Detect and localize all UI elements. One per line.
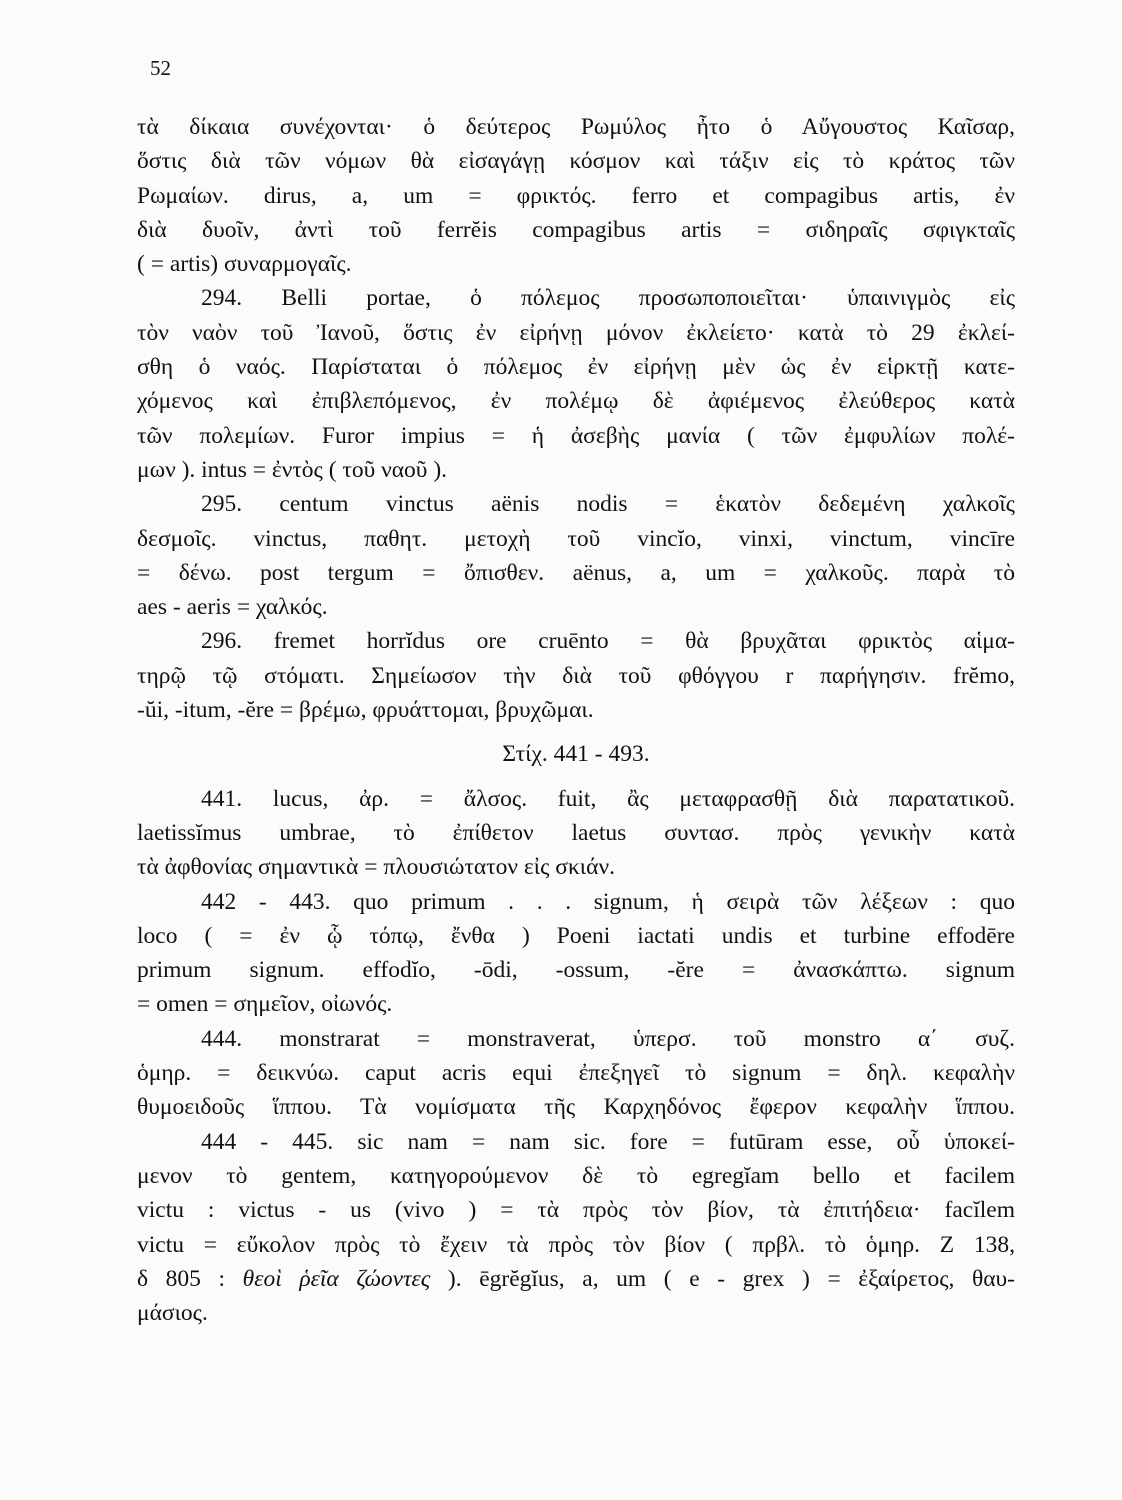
text-line: τῶν πολεμίων. Furor impius = ἡ ἀσεβὴς μανία ( τῶν ἐμφυλίων πολέ- — [137, 422, 1015, 449]
text-line-444-445: 444 - 445. sic nam = nam sic. fore = futūram esse, οὗ ὑποκεί- — [201, 1128, 1015, 1155]
text-line: aes - aeris = χαλκός. — [137, 594, 328, 621]
text-line: διὰ δυοῖν, ἀντὶ τοῦ ferrĕis compagibus artis = σιδηραῖς σφιγκταῖς — [137, 216, 1015, 243]
text-line: loco ( = ἐν ᾧ τόπῳ, ἔνθα ) Poeni iactati undis et turbine effodēre — [137, 922, 1015, 949]
text-line: ὁμηρ. = δεικνύω. caput acris equi ἐπεξηγεῖ τὸ signum = δηλ. κεφαλὴν — [137, 1060, 1015, 1087]
text-line — [137, 1262, 1015, 1296]
commentary-text — [137, 110, 1015, 1330]
text-line: -ŭi, -itum, -ĕre = βρέμω, φρυάττομαι, βρυχῶμαι. — [137, 697, 594, 724]
text-line-295: 295. centum vinctus aënis nodis = ἑκατὸν δεδεμένη χαλκοῖς — [201, 491, 1015, 518]
text-line: θυμοειδοῦς ἵππου. Τὰ νομίσματα τῆς Καρχηδόνος ἔφερον κεφαλὴν ἵππου. — [137, 1094, 1015, 1121]
text-line: Ρωμαίων. dirus, a, um = φρικτός. ferro et compagibus artis, ἐν — [137, 182, 1015, 209]
text-line-444: 444. monstrarat = monstraverat, ὑπερσ. τοῦ monstro α΄ συζ. — [201, 1025, 1015, 1052]
text-line-294: 294. Belli portae, ὁ πόλεμος προσωποποιεῖται· ὑπαινιγμὸς εἰς — [201, 285, 1015, 312]
text-line: μενον τὸ gentem, κατηγορούμενον δὲ τὸ egregĭam bello et facilem — [137, 1162, 1015, 1189]
text-line: ( = artis) συναρμογαῖς. — [137, 251, 352, 278]
text-line: μων ). intus = ἐντὸς ( τοῦ ναοῦ ). — [137, 456, 448, 483]
text-line: victu : victus - us (vivo ) = τὰ πρὸς τὸν βίον, τὰ ἐπιτήδεια· facĭlem — [137, 1197, 1015, 1224]
italic-quotation: θεοὶ ῥεῖα ζώοντες — [242, 1265, 431, 1292]
text-line: victu = εὔκολον πρὸς τὸ ἔχειν τὰ πρὸς τὸν βίον ( πρβλ. τὸ ὁμηρ. Ζ 138, — [137, 1231, 1015, 1258]
text-line: laetissĭmus umbrae, τὸ ἐπίθετον laetus συντασ. πρὸς γενικὴν κατὰ — [137, 819, 1015, 846]
text-line: = omen = σημεῖον, οἰωνός. — [137, 991, 393, 1018]
page-number: 52 — [150, 56, 171, 80]
text-line: χόμενος καὶ ἐπιβλεπόμενος, ἐν πολέμῳ δὲ ἀφιέμενος ἐλεύθερος κατὰ — [137, 388, 1015, 415]
text-line: τηρῷ τῷ στόματι. Σημείωσον τὴν διὰ τοῦ φθόγγου r παρήγησιν. frĕmo, — [137, 662, 1015, 689]
text-line: ὅστις διὰ τῶν νόμων θὰ εἰσαγάγῃ κόσμον καὶ τάξιν εἰς τὸ κράτος τῶν — [137, 148, 1015, 175]
text-line: δεσμοῖς. vinctus, παθητ. μετοχὴ τοῦ vincĭo, vinxi, vinctum, vincīre — [137, 525, 1015, 552]
text-line: μάσιος. — [137, 1300, 208, 1327]
text-line: = δένω. post tergum = ὄπισθεν. aënus, a, um = χαλκοῦς. παρὰ τὸ — [137, 559, 1015, 586]
text-line-442: 442 - 443. quo primum . . . signum, ἡ σειρὰ τῶν λέξεων : quo — [201, 888, 1015, 915]
text-line: primum signum. effodĭo, -ōdi, -ossum, -ĕre = ἀνασκάπτω. signum — [137, 957, 1015, 984]
text-fragment: δ 805 : — [137, 1265, 243, 1292]
text-line-441: 441. lucus, ἀρ. = ἄλσος. fuit, ἂς μεταφρασθῇ διὰ παρατατικοῦ. — [201, 785, 1015, 812]
text-line: τὸν ναὸν τοῦ Ἰανοῦ, ὅστις ἐν εἰρήνῃ μόνον ἐκλείετο· κατὰ τὸ 29 ἐκλεί- — [137, 319, 1015, 346]
text-line: τὰ ἀφθονίας σημαντικὰ = πλουσιώτατον εἰς σκιάν. — [137, 854, 615, 881]
text-fragment: ). ēgrĕgĭus, a, um ( e - grex ) = ἐξαίρετος, θαυ- — [430, 1265, 1015, 1292]
section-heading: Στίχ. 441 - 493. — [502, 741, 650, 768]
text-line: τὰ δίκαια συνέχονται· ὁ δεύτερος Ρωμύλος ἦτο ὁ Αὔγουστος Καῖσαρ, — [137, 114, 1015, 140]
text-line-296: 296. fremet horrĭdus ore cruēnto = θὰ βρυχᾶται φρικτὸς αἱμα- — [201, 628, 1015, 655]
text-line: σθη ὁ ναός. Παρίσταται ὁ πόλεμος ἐν εἰρήνῃ μὲν ὡς ἐν εἱρκτῇ κατε- — [137, 354, 1015, 381]
